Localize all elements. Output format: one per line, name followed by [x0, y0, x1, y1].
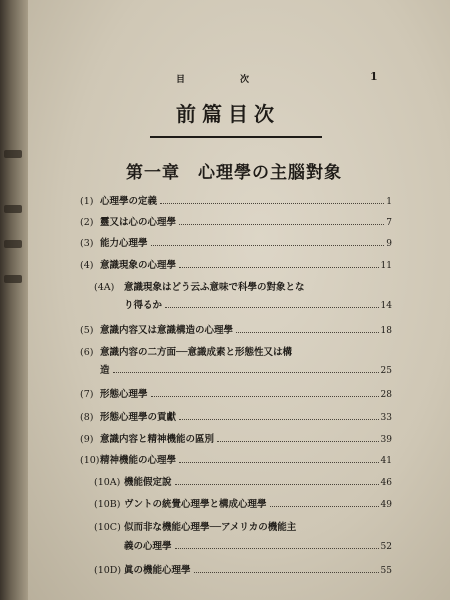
toc-entry	[94, 519, 296, 533]
dot-leader	[165, 307, 379, 308]
dot-leader	[151, 245, 385, 246]
toc-title: り得るか	[124, 300, 163, 311]
toc-entry	[80, 235, 392, 249]
toc-title: 意識内容又は意識構造の心理學	[100, 325, 234, 336]
toc-title: 機能假定說	[124, 477, 172, 488]
toc-page: 14	[380, 301, 392, 311]
toc-title: 似而非な機能心理學──アメリカの機能主	[124, 522, 297, 533]
toc-entry	[94, 496, 392, 510]
toc-number: (7)	[80, 389, 94, 400]
toc-title: 義の心理學	[124, 541, 172, 552]
dot-leader	[217, 441, 379, 442]
toc-entry	[80, 257, 392, 271]
running-header-center: 次	[240, 75, 250, 85]
toc-number: (10B)	[94, 499, 121, 510]
toc-title: 心理學の定義	[100, 196, 158, 207]
toc-number: (2)	[80, 217, 94, 228]
toc-number: (10C)	[94, 522, 121, 533]
toc-page: 41	[380, 456, 392, 466]
toc-title: 意識内容の二方面──意識成素と形態性又は構	[100, 347, 292, 358]
toc-number: (10)	[80, 455, 100, 466]
toc-entry	[80, 214, 392, 228]
running-header-left: 目	[176, 75, 186, 85]
page-title: 前篇目次	[176, 102, 280, 126]
toc-page: 55	[380, 566, 392, 576]
toc-title: 意識現象の心理學	[100, 260, 177, 271]
toc-number: (1)	[80, 196, 94, 207]
toc-page: 39	[380, 435, 392, 445]
toc-page: 33	[380, 413, 392, 423]
toc-page: 52	[380, 542, 392, 552]
toc-entry	[80, 322, 392, 336]
toc-page: 9	[386, 239, 392, 249]
toc-entry	[80, 344, 292, 358]
spine-mark	[4, 240, 22, 248]
toc-title: 能力心理學	[100, 238, 148, 249]
dot-leader	[179, 224, 384, 225]
toc-entry	[80, 409, 392, 423]
spine-mark	[4, 275, 22, 283]
toc-page: 18	[380, 326, 392, 336]
toc-page: 49	[380, 500, 392, 510]
toc-entry	[80, 452, 392, 466]
toc-number: (10A)	[94, 477, 121, 488]
toc-number: (4)	[80, 260, 94, 271]
toc-entry-continued	[124, 538, 392, 552]
dot-leader	[175, 548, 379, 549]
dot-leader	[160, 203, 384, 204]
page-number: 1	[370, 70, 378, 83]
toc-number: (10D)	[94, 565, 122, 576]
toc-entry	[94, 279, 305, 293]
toc-number: (3)	[80, 238, 94, 249]
dot-leader	[179, 462, 379, 463]
toc-number: (9)	[80, 434, 94, 445]
spine-mark	[4, 205, 22, 213]
toc-page: 46	[380, 478, 392, 488]
chapter-heading: 第一章 心理學の主腦對象	[126, 163, 342, 183]
toc-entry	[80, 386, 392, 400]
toc-page: 28	[380, 390, 392, 400]
toc-title: 造	[100, 365, 110, 376]
toc-title: 意識現象はどう云ふ意味で科學の對象とな	[124, 282, 305, 293]
toc-number: (5)	[80, 325, 94, 336]
toc-number: (8)	[80, 412, 94, 423]
toc-title: 意識内容と精神機能の區別	[100, 434, 215, 445]
toc-number: (6)	[80, 347, 94, 358]
dot-leader	[179, 267, 379, 268]
dot-leader	[236, 332, 379, 333]
spine-mark	[4, 150, 22, 158]
toc-entry	[94, 474, 392, 488]
book-page	[28, 0, 450, 600]
toc-title: 精神機能の心理學	[100, 455, 177, 466]
toc-entry	[94, 562, 392, 576]
toc-page: 11	[380, 261, 392, 271]
toc-page: 25	[380, 366, 392, 376]
dot-leader	[179, 419, 379, 420]
toc-title: 眞の機能心理學	[124, 565, 191, 576]
toc-entry-continued	[124, 297, 392, 311]
toc-number: (4A)	[94, 282, 115, 293]
dot-leader	[194, 572, 379, 573]
dot-leader	[175, 484, 379, 485]
toc-title: 形態心理學	[100, 389, 148, 400]
toc-entry	[80, 193, 392, 207]
toc-title: 形態心理學の貢獻	[100, 412, 177, 423]
toc-page: 1	[386, 197, 392, 207]
toc-title: ヴントの統覺心理學と構成心理學	[124, 499, 267, 510]
dot-leader	[151, 396, 379, 397]
toc-page: 7	[386, 218, 392, 228]
toc-entry	[80, 431, 392, 445]
toc-title: 靈又は心の心理學	[100, 217, 177, 228]
dot-leader	[113, 372, 379, 373]
book-spine-edge	[0, 0, 28, 600]
toc-entry-continued	[100, 362, 392, 376]
title-rule	[150, 136, 322, 138]
dot-leader	[270, 506, 379, 507]
